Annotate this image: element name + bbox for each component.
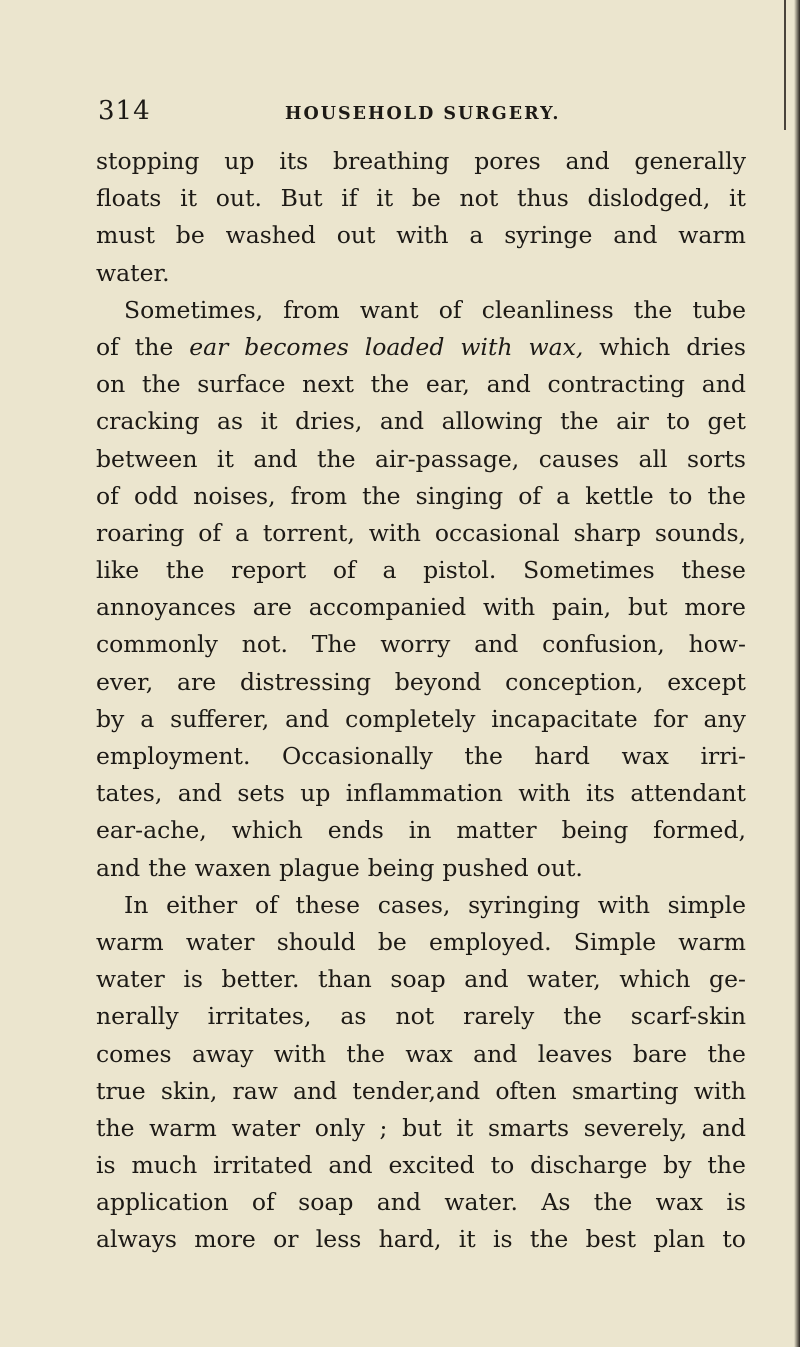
word: soap	[390, 965, 446, 994]
word: surface	[197, 370, 286, 399]
word: out.	[215, 184, 262, 213]
text-line	[96, 1110, 746, 1147]
word: the	[707, 1039, 746, 1068]
word: water	[185, 927, 255, 956]
word: tube	[692, 295, 746, 324]
word: any	[703, 704, 746, 733]
word: it	[729, 184, 746, 213]
word: it	[376, 184, 394, 213]
word: breathing	[333, 147, 450, 175]
word: beyond	[394, 667, 482, 696]
word: for	[653, 704, 688, 733]
word: raw	[232, 1076, 278, 1105]
word: application	[96, 1188, 229, 1217]
word: severely,	[583, 1113, 688, 1142]
word: leaves	[537, 1039, 613, 1068]
word: except	[667, 667, 746, 696]
word: water	[231, 1113, 301, 1142]
page-number: 314	[98, 96, 151, 126]
word: the	[96, 1113, 135, 1142]
word: Simple	[573, 927, 657, 956]
word: of	[96, 481, 119, 510]
word: from	[290, 481, 348, 510]
word: Occasionally	[282, 742, 433, 770]
word: and	[565, 147, 610, 175]
word: as	[340, 1002, 367, 1031]
word: next	[302, 370, 354, 399]
word: by	[663, 1151, 692, 1180]
word: tender,and	[352, 1076, 481, 1105]
word: smarts	[487, 1113, 570, 1142]
word: in	[408, 816, 432, 845]
word: is	[726, 1188, 746, 1217]
word: plague	[279, 853, 360, 882]
word: tates,	[96, 779, 163, 808]
word: and	[486, 370, 531, 399]
word: employment.	[96, 742, 251, 770]
text-line	[96, 701, 746, 738]
running-title: HOUSEHOLD SURGERY.	[285, 104, 561, 124]
word: get	[707, 407, 746, 436]
word: water	[96, 965, 165, 994]
text-line	[96, 961, 746, 998]
word: conception,	[505, 667, 644, 696]
word: singing	[415, 481, 504, 510]
word: and	[293, 1076, 338, 1105]
word: it	[180, 184, 198, 213]
word: of	[518, 481, 542, 510]
word: wax	[655, 1188, 704, 1217]
word: the	[148, 853, 187, 882]
text-line	[96, 255, 746, 292]
word: always	[96, 1225, 177, 1254]
word: which	[231, 816, 303, 845]
word: of	[198, 518, 222, 547]
word: sounds,	[654, 518, 746, 547]
word: air	[616, 407, 649, 436]
word: worry	[380, 630, 451, 659]
word: to	[666, 407, 690, 436]
word: and	[473, 1039, 518, 1068]
word: are	[252, 593, 292, 622]
word: the	[529, 1225, 569, 1254]
word: out.	[536, 853, 583, 882]
text-line	[96, 143, 746, 180]
word: and	[253, 444, 298, 473]
word: with	[482, 593, 536, 622]
word: dries	[686, 332, 746, 361]
word: a	[234, 518, 249, 547]
word: accompanied	[308, 593, 467, 622]
text-line	[96, 515, 746, 552]
word: contracting	[547, 370, 685, 399]
word: the	[134, 332, 174, 361]
word: inflammation	[345, 779, 503, 808]
word: ;	[379, 1113, 388, 1142]
word: scarf-skin	[630, 1002, 746, 1031]
word: and	[96, 853, 141, 882]
word: with	[396, 221, 449, 250]
word: distressing	[239, 667, 371, 696]
word: and	[177, 779, 222, 808]
word: loaded	[364, 332, 445, 361]
word: be	[377, 927, 407, 956]
word: with	[597, 890, 650, 919]
word: up	[224, 147, 255, 175]
word: the	[142, 370, 181, 399]
word: and	[474, 630, 519, 659]
word: nerally	[96, 1002, 179, 1031]
word: confusion,	[542, 630, 665, 659]
word: is	[492, 1225, 513, 1254]
word: waxen	[194, 853, 272, 882]
word: ge-	[709, 965, 746, 994]
word: ear-ache,	[96, 816, 207, 845]
word: but	[402, 1113, 442, 1142]
word: more	[194, 1225, 256, 1254]
word: often	[495, 1076, 557, 1105]
word: but	[627, 593, 668, 622]
text-line	[96, 329, 746, 366]
word: how-	[688, 630, 746, 659]
word: attendant	[630, 779, 746, 808]
word: warm	[678, 221, 746, 250]
word: on	[96, 370, 126, 399]
word: rarely	[463, 1002, 535, 1031]
word: noises,	[193, 481, 276, 510]
word: is	[183, 965, 203, 994]
word: sharp	[573, 518, 642, 547]
word: a	[140, 704, 155, 733]
word: water.	[96, 258, 170, 287]
word: the	[464, 742, 503, 770]
word: being	[561, 816, 629, 845]
word: either	[166, 890, 238, 919]
word: from	[283, 295, 340, 324]
word: these	[295, 890, 360, 919]
word: warm	[678, 927, 746, 956]
word: to	[490, 1151, 515, 1180]
word: is	[96, 1151, 116, 1180]
word: between	[96, 444, 198, 473]
word: pores	[474, 147, 541, 175]
word: to	[668, 481, 693, 510]
word: must	[96, 221, 155, 250]
word: with	[460, 332, 513, 361]
text-line	[96, 924, 746, 961]
word: cracking	[96, 407, 200, 436]
word: commonly	[96, 630, 218, 659]
word: kettle	[585, 481, 654, 510]
word: not	[395, 1002, 435, 1031]
word: thus	[517, 184, 569, 213]
text-line	[96, 180, 746, 217]
word: pain,	[551, 593, 612, 622]
word: much	[131, 1151, 198, 1180]
word: of	[332, 556, 356, 585]
word: stopping	[96, 147, 200, 175]
text-line	[96, 441, 746, 478]
word: be	[411, 184, 441, 213]
word: ear,	[425, 370, 470, 399]
word: floats	[96, 184, 162, 213]
word: wax	[621, 742, 669, 770]
word: of	[254, 890, 278, 919]
text-line	[96, 664, 746, 701]
word: warm	[149, 1113, 217, 1142]
word: a	[382, 556, 397, 585]
text-line	[96, 812, 746, 849]
word: generally	[634, 147, 746, 175]
word: ever,	[96, 667, 154, 696]
page-edge-shadow	[794, 0, 800, 1347]
word: dries,	[295, 407, 363, 436]
word: away	[191, 1039, 254, 1068]
word: report	[231, 556, 307, 585]
word: cleanliness	[481, 295, 614, 324]
word: causes	[538, 444, 620, 473]
word: discharge	[530, 1151, 648, 1180]
word: bare	[632, 1039, 688, 1068]
word: As	[541, 1188, 571, 1217]
word: the	[707, 481, 746, 510]
text-line	[96, 552, 746, 589]
word: hard,	[378, 1225, 442, 1254]
word: washed	[225, 221, 316, 250]
word: soap	[298, 1188, 354, 1217]
word: by	[96, 704, 125, 733]
word: only	[314, 1113, 365, 1142]
word: should	[276, 927, 356, 956]
word: formed,	[653, 816, 746, 845]
word: more	[684, 593, 746, 622]
word: the	[370, 370, 410, 399]
word: and	[376, 1188, 421, 1217]
word: employed.	[429, 927, 552, 956]
word: which	[599, 332, 671, 361]
word: to	[722, 1225, 746, 1254]
text-line	[96, 850, 746, 887]
word: wax,	[528, 332, 584, 361]
word: if	[341, 184, 358, 213]
word: torrent,	[262, 518, 355, 547]
word: with	[518, 779, 571, 808]
word: hard	[534, 742, 590, 770]
word: Sometimes	[523, 556, 655, 585]
text-line	[96, 1147, 746, 1184]
word: ends	[327, 816, 384, 845]
text-line	[96, 589, 746, 626]
word: being	[367, 853, 435, 882]
text-line	[96, 626, 746, 663]
word: irritates,	[207, 1002, 312, 1031]
text-line	[96, 292, 746, 329]
word: be	[175, 221, 205, 250]
word: Sometimes,	[124, 295, 264, 324]
word: true	[96, 1076, 146, 1105]
body-text	[96, 143, 746, 1259]
word: these	[681, 556, 746, 585]
word: not	[459, 184, 499, 213]
text-line	[96, 217, 746, 254]
word: of	[96, 332, 119, 361]
word: and	[613, 221, 658, 250]
word: incapacitate	[491, 704, 638, 733]
text-line	[96, 998, 746, 1035]
text-line	[96, 1221, 746, 1258]
word: of	[438, 295, 462, 324]
word: the	[317, 444, 356, 473]
word: becomes	[244, 332, 349, 361]
word: it	[456, 1113, 474, 1142]
word: roaring	[96, 518, 185, 547]
word: The	[311, 630, 357, 659]
word: want	[359, 295, 419, 324]
word: But	[280, 184, 323, 213]
word: pushed	[442, 853, 529, 882]
word: warm	[96, 927, 164, 956]
text-line	[96, 738, 746, 775]
word: allowing	[441, 407, 543, 436]
word: comes	[96, 1039, 172, 1068]
word: less	[315, 1225, 362, 1254]
word: not.	[241, 630, 288, 659]
text-line	[96, 1073, 746, 1110]
word: it	[216, 444, 234, 473]
word: completely	[345, 704, 476, 733]
word: like	[96, 556, 140, 585]
text-line	[96, 887, 746, 924]
word: simple	[667, 890, 746, 919]
word: pistol.	[423, 556, 497, 585]
word: ear	[189, 332, 229, 361]
word: occasional	[434, 518, 560, 547]
word: the	[707, 1151, 746, 1180]
text-line	[96, 1184, 746, 1221]
word: irritated	[213, 1151, 313, 1180]
word: the	[362, 481, 401, 510]
word: of	[251, 1188, 275, 1217]
word: water.	[444, 1188, 518, 1217]
word: out	[336, 221, 376, 250]
word: skin,	[160, 1076, 218, 1105]
word: are	[177, 667, 217, 696]
word: excited	[388, 1151, 475, 1180]
word: it	[458, 1225, 476, 1254]
word: a	[556, 481, 571, 510]
word: and	[701, 370, 746, 399]
word: sorts	[687, 444, 746, 473]
word: odd	[133, 481, 179, 510]
word: and	[328, 1151, 373, 1180]
word: matter	[456, 816, 537, 845]
word: best	[585, 1225, 637, 1254]
word: wax	[405, 1039, 453, 1068]
word: the	[560, 407, 599, 436]
word: with	[693, 1076, 746, 1105]
word: plan	[653, 1225, 706, 1254]
running-head	[98, 96, 738, 130]
word: syringe	[504, 221, 593, 250]
word: air-passage,	[374, 444, 520, 473]
word: with	[368, 518, 421, 547]
word: or	[273, 1225, 299, 1254]
word: and	[701, 1113, 746, 1142]
word: In	[124, 890, 149, 919]
word: smarting	[571, 1076, 679, 1105]
word: all	[638, 444, 668, 473]
word: sufferer,	[170, 704, 270, 733]
word: its	[585, 779, 615, 808]
text-line	[96, 366, 746, 403]
word: better.	[221, 965, 300, 994]
word: it	[260, 407, 278, 436]
word: a	[469, 221, 484, 250]
word: the	[633, 295, 673, 324]
word: as	[217, 407, 244, 436]
word: and	[379, 407, 425, 436]
word: and	[285, 704, 330, 733]
word: the	[165, 556, 205, 585]
page-edge-line	[784, 0, 786, 130]
word: irri-	[700, 742, 746, 770]
word: with	[273, 1039, 327, 1068]
word: the	[593, 1188, 633, 1217]
text-line	[96, 403, 746, 440]
word: than	[318, 965, 372, 994]
text-line	[96, 775, 746, 812]
word: which	[619, 965, 691, 994]
text-line	[96, 1036, 746, 1073]
word: the	[346, 1039, 385, 1068]
word: syringing	[468, 890, 581, 919]
word: the	[563, 1002, 602, 1031]
word: annoyances	[96, 593, 236, 622]
text-line	[96, 478, 746, 515]
word: sets	[237, 779, 285, 808]
word: up	[300, 779, 331, 808]
word: dislodged,	[587, 184, 711, 213]
word: its	[279, 147, 309, 175]
word: and	[464, 965, 509, 994]
word: water,	[527, 965, 601, 994]
word: cases,	[377, 890, 451, 919]
